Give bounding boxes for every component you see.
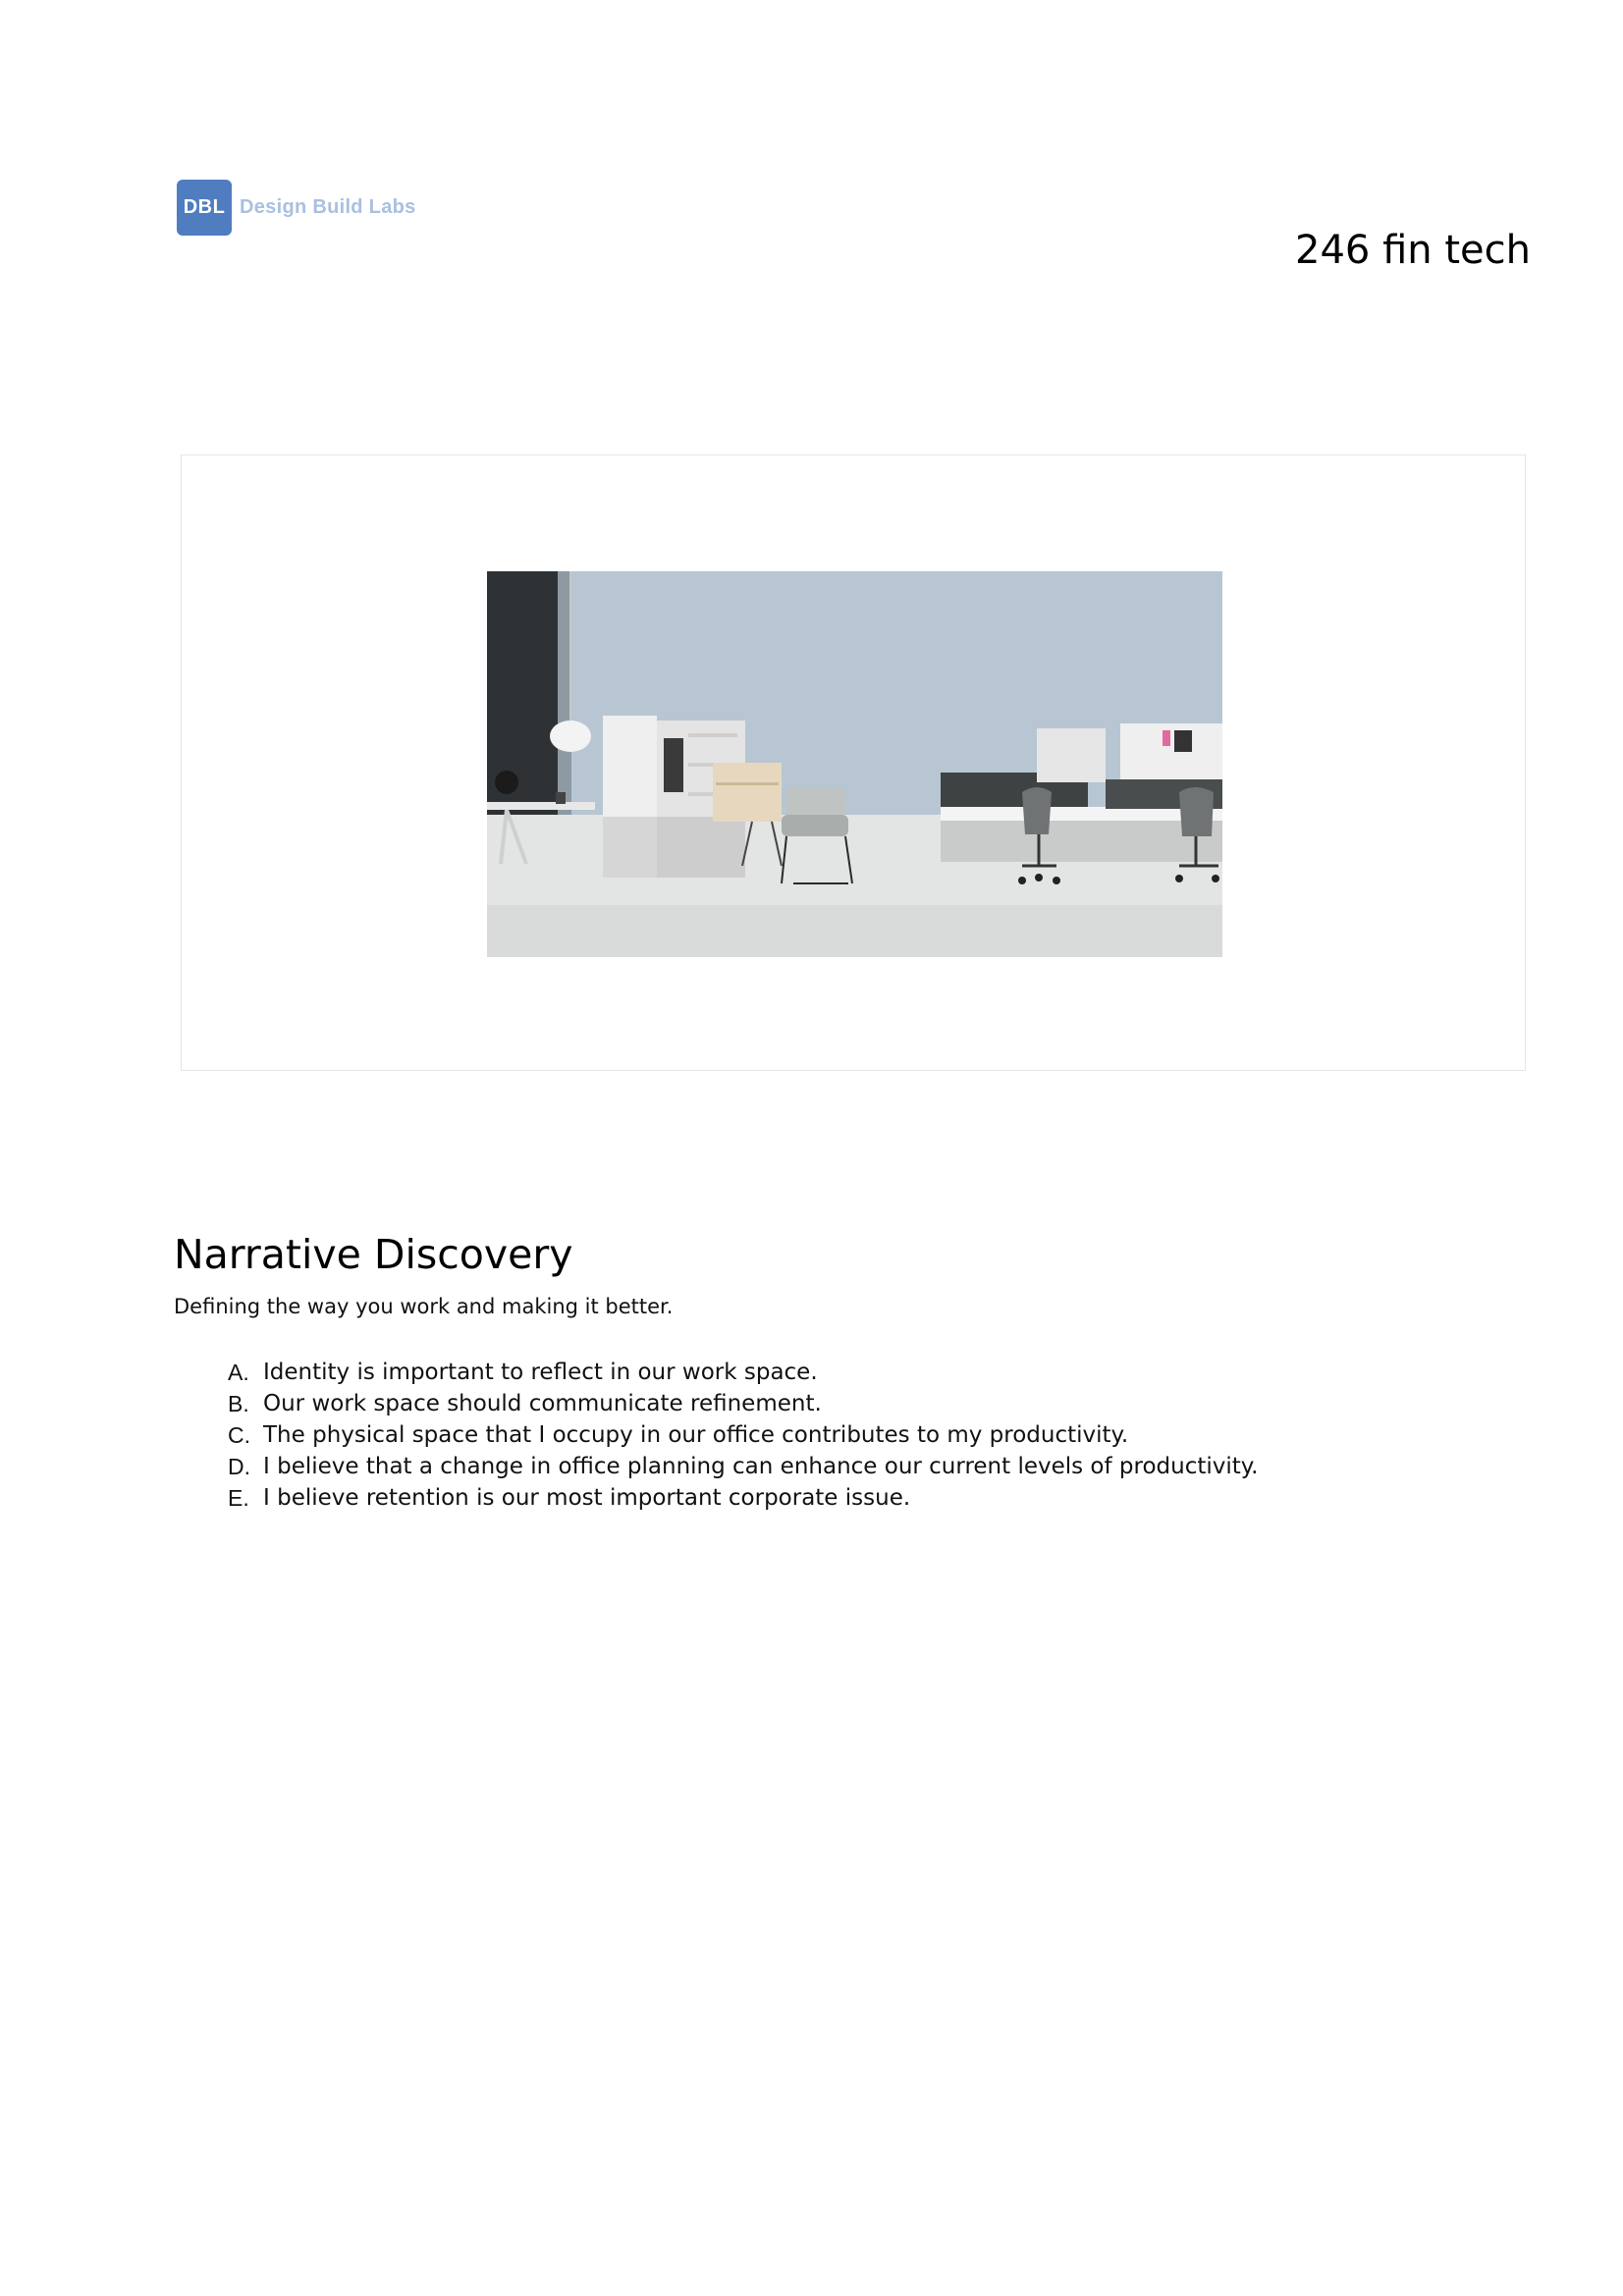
item-text: I believe that a change in office planning can enhance our current levels of productivity. bbox=[263, 1454, 1259, 1479]
statement-list bbox=[228, 1357, 1258, 1514]
logo-wordmark: Design Build Labs bbox=[240, 196, 416, 218]
office-photo bbox=[487, 571, 1222, 957]
logo-badge: DBL bbox=[177, 180, 232, 236]
item-text: I believe retention is our most important corporate issue. bbox=[263, 1485, 911, 1511]
hero-image-frame bbox=[181, 454, 1526, 1071]
section-title: Narrative Discovery bbox=[174, 1231, 573, 1278]
list-item bbox=[228, 1451, 1258, 1482]
item-text: Identity is important to reflect in our work space. bbox=[263, 1360, 818, 1385]
item-letter: B. bbox=[228, 1391, 249, 1416]
company-name: 246 fin tech bbox=[1295, 228, 1531, 273]
list-item bbox=[228, 1388, 1258, 1419]
list-item bbox=[228, 1357, 1258, 1388]
company-logo bbox=[177, 180, 416, 236]
list-item bbox=[228, 1482, 1258, 1514]
list-item bbox=[228, 1419, 1258, 1451]
section-subtitle: Defining the way you work and making it better. bbox=[174, 1295, 674, 1318]
item-text: Our work space should communicate refinement. bbox=[263, 1391, 822, 1416]
item-letter: D. bbox=[228, 1454, 250, 1479]
item-letter: C. bbox=[228, 1422, 250, 1448]
item-text: The physical space that I occupy in our office contributes to my productivity. bbox=[263, 1422, 1129, 1448]
item-letter: E. bbox=[228, 1485, 249, 1511]
item-letter: A. bbox=[228, 1360, 249, 1385]
